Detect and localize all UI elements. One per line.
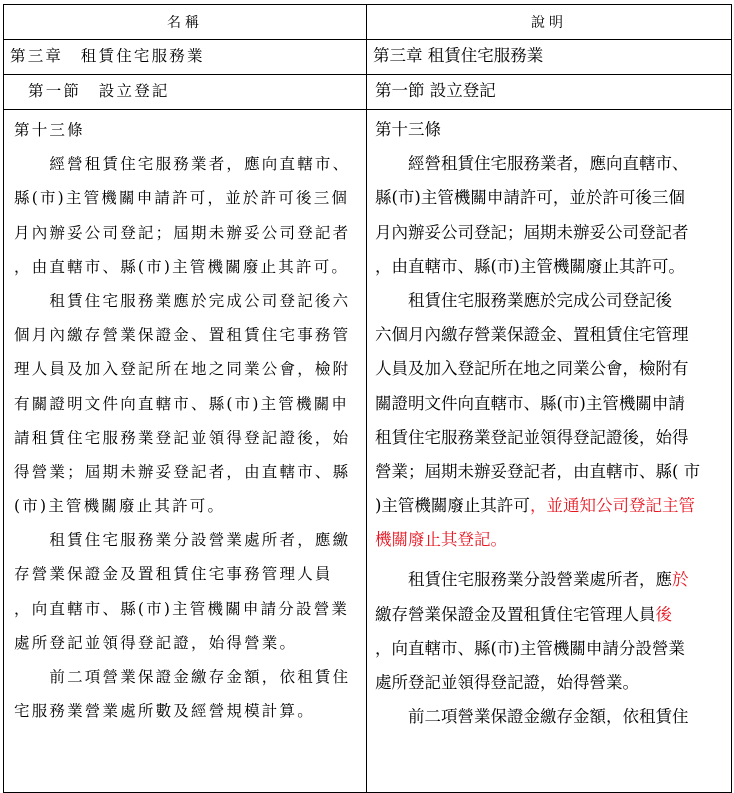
left-article-line: 月內辦妥公司登記；屆期未辦妥公司登記者: [14, 223, 351, 242]
right-line-text: 繳存營業保證金及置租賃住宅管理人員: [375, 604, 656, 624]
article-left-cell: [4, 110, 367, 793]
right-line-text: ，向直轄市、縣(市)主管機關申請分設營業: [375, 638, 685, 658]
right-line-text: ，由直轄市、縣(市)主管機關廢止其許可。: [375, 256, 685, 276]
left-article-line: 有關證明文件向直轄市、縣(市)主管機關申: [14, 394, 350, 413]
section-right-text: 第一節 設立登記: [375, 81, 496, 100]
header-explain: 說明: [367, 5, 732, 40]
section-left-cell: [4, 75, 367, 110]
left-article-line: 宅服務業營業處所數及經營規模計算。: [14, 702, 315, 721]
right-article-line: [375, 666, 725, 700]
right-line-text: 前二項營業保證金繳存金額，依租賃住: [375, 707, 689, 727]
right-article-line: [375, 455, 725, 489]
chapter-left-text: 第三章 租賃住宅服務業: [10, 47, 205, 65]
left-article-line: 租賃住宅服務業分設營業處所者，應繳: [14, 531, 351, 550]
added-text-highlight: ，並通知公司登記主管: [529, 496, 695, 516]
left-article-line: 前二項營業保證金繳存金額，依租賃住: [14, 668, 351, 686]
added-text-highlight: 後: [655, 604, 672, 624]
left-article-line: ，由直轄市、縣(市)主管機關廢止其許可。: [14, 257, 350, 276]
right-line-text: 營業；屆期未辦妥登記者，由直轄市、縣( 市: [375, 461, 701, 481]
right-line-text: 月內辦妥公司登記；屆期未辦妥公司登記者: [375, 222, 689, 242]
left-article-line: (市)主管機關廢止其許可。: [14, 497, 226, 516]
left-article-line: 縣(市)主管機關申請許可，並於許可後三個: [14, 189, 350, 208]
left-article-line: ，向直轄市、縣(市)主管機關申請分設營業: [14, 599, 350, 618]
right-line-text: 人員及加入登記所在地之同業公會，檢附有: [375, 359, 689, 379]
comparison-table-page: [3, 4, 731, 793]
article-right-body: [367, 110, 731, 734]
right-line-text: 處所登記並領得登記證，始得營業。: [375, 673, 639, 692]
right-article-line: [375, 489, 725, 523]
section-right-cell: [367, 75, 732, 110]
right-article-line: [375, 352, 725, 386]
right-article-line: [375, 563, 725, 597]
right-line-text: 六個月內繳存營業保證金、置租賃住宅管理: [375, 325, 689, 345]
right-article-line: [375, 700, 725, 734]
right-article-line: [375, 632, 725, 666]
right-line-text: 經營租賃住宅服務業者，應向直轄市、: [375, 154, 689, 174]
chapter-right-cell: [367, 40, 732, 75]
left-article-line: 得營業；屆期未辦妥登記者，由直轄市、縣: [14, 462, 351, 481]
section-row: [4, 75, 732, 110]
left-article-line: 第十三條: [14, 121, 85, 139]
right-article-line: [375, 181, 725, 215]
right-article-line: [375, 147, 725, 181]
article-row: [4, 110, 732, 793]
chapter-row: [4, 40, 732, 75]
table-header-row: [4, 5, 732, 40]
right-article-line: [375, 250, 725, 284]
right-article-line: [375, 421, 725, 455]
left-article-line: 租賃住宅服務業應於完成公司登記後六: [14, 291, 351, 310]
right-line-text: 第十三條: [375, 120, 441, 139]
added-text-highlight: 於: [672, 570, 689, 590]
right-line-text: 租賃住宅服務業應於完成公司登記後: [375, 290, 672, 310]
chapter-left-cell: [4, 40, 367, 75]
section-left-text: 第一節 設立登記: [28, 82, 170, 100]
left-article-line: 處所登記並領得登記證，始得營業。: [14, 633, 298, 652]
chapter-right-text: 第三章 租賃住宅服務業: [373, 46, 544, 65]
left-article-line: 存營業保證金及置租賃住宅事務管理人員: [14, 565, 333, 584]
right-article-line: [375, 216, 725, 250]
right-article-line: [375, 387, 725, 421]
right-article-line: [375, 598, 725, 632]
left-article-line: 個月內繳存營業保證金、置租賃住宅事務管: [14, 326, 351, 345]
added-text-highlight: 機關廢止其登記。: [375, 530, 507, 550]
left-article-line: 請租賃住宅服務業登記並領得登記證後，始: [14, 428, 351, 447]
right-article-line: [375, 284, 725, 318]
right-line-text: )主管機關廢止其許可: [375, 496, 530, 516]
right-line-text: 租賃住宅服務業分設營業處所者，應: [375, 570, 672, 590]
article-left-body: [4, 110, 366, 728]
right-article-line: [375, 113, 725, 147]
right-line-text: 關證明文件向直轄市、縣(市)主管機關申請: [375, 393, 685, 413]
left-article-line: 理人員及加入登記所在地之同業公會，檢附: [14, 360, 351, 379]
header-name: 名稱: [4, 5, 367, 40]
left-article-line: 經營租賃住宅服務業者，應向直轄市、: [14, 155, 351, 174]
comparison-table: [3, 4, 732, 793]
right-article-line: [375, 523, 725, 557]
article-right-cell: [367, 110, 732, 793]
right-article-line: [375, 318, 725, 352]
right-line-text: 縣(市)主管機關申請許可，並於許可後三個: [375, 188, 685, 208]
right-line-text: 租賃住宅服務業登記並領得登記證後，始得: [375, 427, 689, 447]
